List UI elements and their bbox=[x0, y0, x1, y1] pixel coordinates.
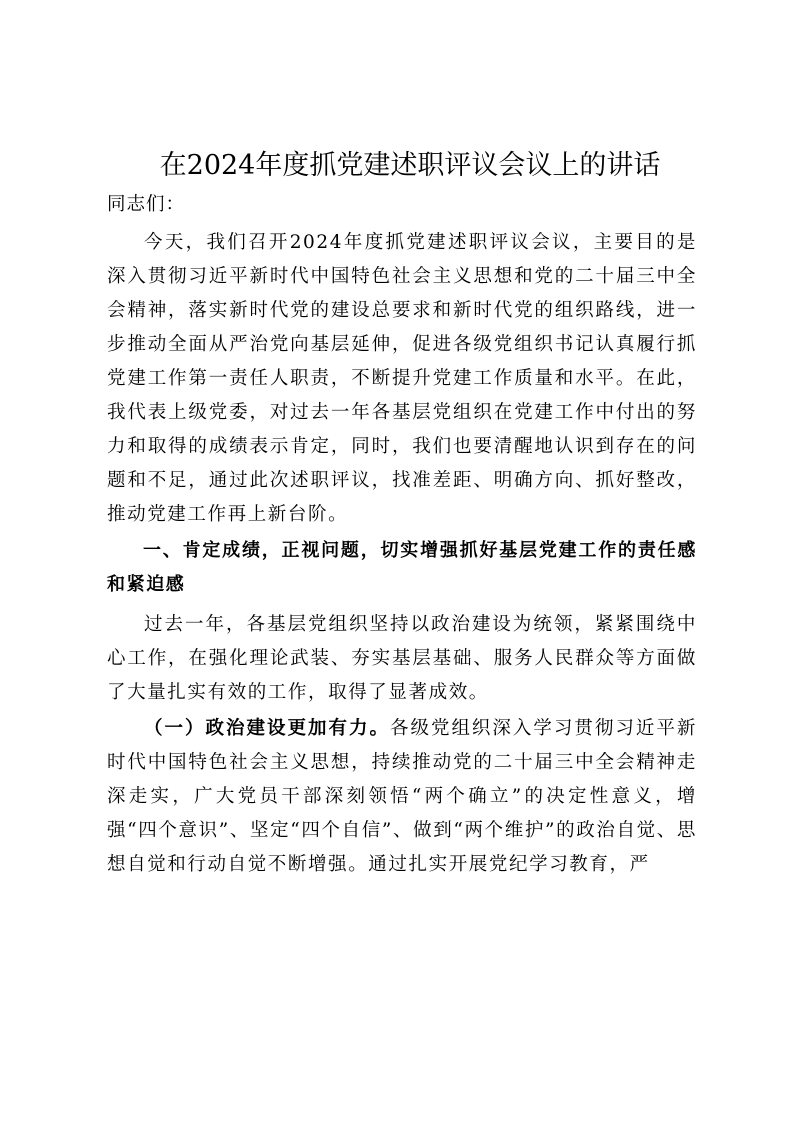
subsection1-text: 各级党组织深入学习贯彻习近平新时代中国特色社会主义思想，持续推动党的二十届三中全会精神走深走实，广大党员干部深刻领悟“两个确立”的决定性意义，增强“四个意识”、坚定“四个自信”、做到“两个维护”的政治自觉、思想自觉和行动自觉不断增强。通过扎实开展党纪学习教育，严 bbox=[107, 718, 697, 875]
greeting: 同志们： bbox=[107, 194, 186, 215]
section1-paragraph: 过去一年，各基层党组织坚持以政治建设为统领，紧紧围绕中心工作，在强化理论武装、夯实基层基础、服务人民群众等方面做了大量扎实有效的工作，取得了显著成效。 bbox=[107, 614, 697, 703]
document-title: 在2024年度抓党建述职评议会议上的讲话 bbox=[159, 150, 661, 181]
subsection1-paragraph bbox=[107, 712, 697, 882]
intro-paragraph: 今天，我们召开2024年度抓党建述职评议会议，主要目的是深入贯彻习近平新时代中国特色社会主义思想和党的二十届三中全会精神，落实新时代党的建设总要求和新时代党的组织路线，进一步推动全面从严治党向基层延伸，促进各级党组织书记认真履行抓党建工作第一责任人职责，不断提升党建工作质量和水平。在此，我代表上级党委，对过去一年各基层党组织在党建工作中付出的努力和取得的成绩表示肯定，同时，我们也要清醒地认识到存在的问题和不足，通过此次述职评议，找准差距、明确方向、抓好整改，推动党建工作再上新台阶。 bbox=[107, 232, 697, 525]
subsection-heading-1: （一）政治建设更加有力。 bbox=[144, 718, 390, 739]
document-page bbox=[107, 142, 697, 882]
section-heading-1: 一、肯定成绩，正视问题，切实增强抓好基层党建工作的责任感和紧迫感 bbox=[107, 540, 697, 595]
